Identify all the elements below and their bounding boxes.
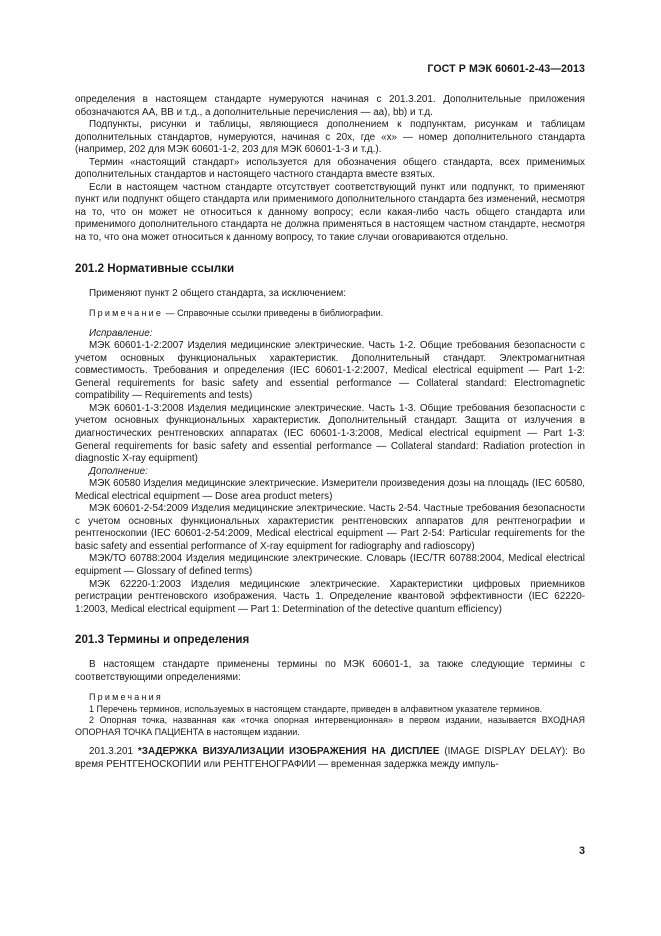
note-label: Примечание <box>89 308 164 319</box>
reference-iec-tr-60788: МЭК/ТО 60788:2004 Изделия медицинские электрические. Словарь (IEC/TR 60788:2004, Medical electrical equipment — Glossary of defined terms) <box>75 553 585 577</box>
references-intro: Применяют пункт 2 общего стандарта, за исключением: <box>89 287 347 299</box>
term-201-3-201 <box>75 746 585 771</box>
document-page <box>75 0 585 936</box>
page-number: 3 <box>579 845 585 857</box>
notes-label: Примечания <box>89 692 163 703</box>
references-note <box>75 308 585 320</box>
terms-intro: В настоящем стандарте применены термины по МЭК 60601-1, за также следующие термины с соответствующими определениями: <box>75 659 585 683</box>
term-definition: (IMAGE DISPLAY DELAY): Во время РЕНТГЕНОСКОПИИ или РЕНТГЕНОГРАФИИ — временная задержка между импуль- <box>75 746 585 770</box>
reference-iec-60601-1-2: МЭК 60601-1-2:2007 Изделия медицинские электрические. Часть 1-2. Общие требования безопасности с учетом основных функциональных характеристик. Дополнительный стандарт. Электромагнитная совместимость. Требования и определения (IEC 60601-1-2:2007, Medical electrical equipment — Part 1-2: General requirements for basic safety and essential performance — Collateral standard: Electromagnetic compatibility — Requirements and tests) <box>75 340 585 402</box>
correction-label: Исправление: <box>89 327 153 339</box>
section-heading-normative-references: 201.2 Нормативные ссылки <box>75 261 235 275</box>
page-header-standard-id: ГОСТ Р МЭК 60601-2-43—2013 <box>427 63 585 75</box>
terms-note-1: 1 Перечень терминов, используемых в настоящем стандарте, приведен в алфавитном указателе терминов. <box>89 703 543 714</box>
paragraph-absent-clause: Если в настоящем частном стандарте отсутствует соответствующий пункт или подпункт, то применяют пункт или подпункт общего стандарта или применимого дополнительного стандарта без изменений, несмотря на то, что он может не относиться к данному вопросу; если какая-либо часть общего стандарта или применимого дополнительного стандарта не должна применяться в настоящем частном стандарте, несмотря на то, что она может относиться к данному вопросу, то такие случаи оговариваются отдельно. <box>75 181 585 244</box>
document-body <box>75 94 585 771</box>
terms-note-2: 2 Опорная точка, названная как «точка опорная интервенционная» в первом издании, называется ВХОДНАЯ ОПОРНАЯ ТОЧКА ПАЦИЕНТА в настоящем издании. <box>75 715 585 737</box>
term-number: 201.3.201 <box>89 746 138 758</box>
reference-iec-60580: МЭК 60580 Изделия медицинские электрические. Измерители произведения дозы на площадь (IEC 60580, Medical electrical equipment — Dose area product meters) <box>75 478 585 502</box>
paragraph-numbering: определения в настоящем стандарте нумеруются начиная с 201.3.201. Дополнительные приложения обозначаются АА, ВВ и т.д., а дополнительные перечисления — аа), bb) и т.д. <box>75 94 585 118</box>
reference-iec-60601-1-3: МЭК 60601-1-3:2008 Изделия медицинские электрические. Часть 1-3. Общие требования безопасности с учетом основных функциональных характеристик. Дополнительный стандарт. Защита от излучения в диагностических рентгеновских аппаратах (IEC 60601-1-3:2008, Medical electrical equipment — Part 1-3: General requirements for basic safety and essential performance — Collateral standard: Radiation protection in diagnostic X-ray equipment) <box>75 402 585 465</box>
term-title: *ЗАДЕРЖКА ВИЗУАЛИЗАЦИИ ИЗОБРАЖЕНИЯ НА ДИСПЛЕЕ <box>137 746 440 758</box>
reference-iec-62220-1: МЭК 62220-1:2003 Изделия медицинские электрические. Характеристики цифровых приемников регистрации рентгеновского изображения. Часть 1. Определение квантовой эффективности (IEC 62220-1:2003, Medical electrical equipment — Part 1: Determination of the detective quantum efficiency) <box>75 578 585 615</box>
reference-iec-60601-2-54: МЭК 60601-2-54:2009 Изделия медицинские электрические. Часть 2-54. Частные требования безопасности с учетом основных функциональных характеристик рентгеновских аппаратов для рентгенографии и рентгеноскопии (IEC 60601-2-54:2009, Medical electrical equipment — Part 2-54: Particular requirements for the basic safety and essential performance of X-ray equipment for radiography and radioscopy) <box>75 503 585 552</box>
addition-label: Дополнение: <box>89 465 148 477</box>
paragraph-this-standard: Термин «настоящий стандарт» используется для обозначения общего стандарта, всех применимых дополнительных стандартов и настоящего частного стандарта вместе взятых. <box>75 156 585 181</box>
section-heading-terms-definitions: 201.3 Термины и определения <box>75 633 250 647</box>
paragraph-subclauses: Подпункты, рисунки и таблицы, являющиеся дополнением к подпунктам, рисункам и таблицам дополнительных стандартов, нумеруются, начиная с 20х, где «х» — номер дополнительного стандарта (например, 202 для МЭК 60601-1-2, 203 для МЭК 60601-1-3 и т.д.). <box>75 119 585 156</box>
note-text: — Справочные ссылки приведены в библиографии. <box>163 308 384 319</box>
